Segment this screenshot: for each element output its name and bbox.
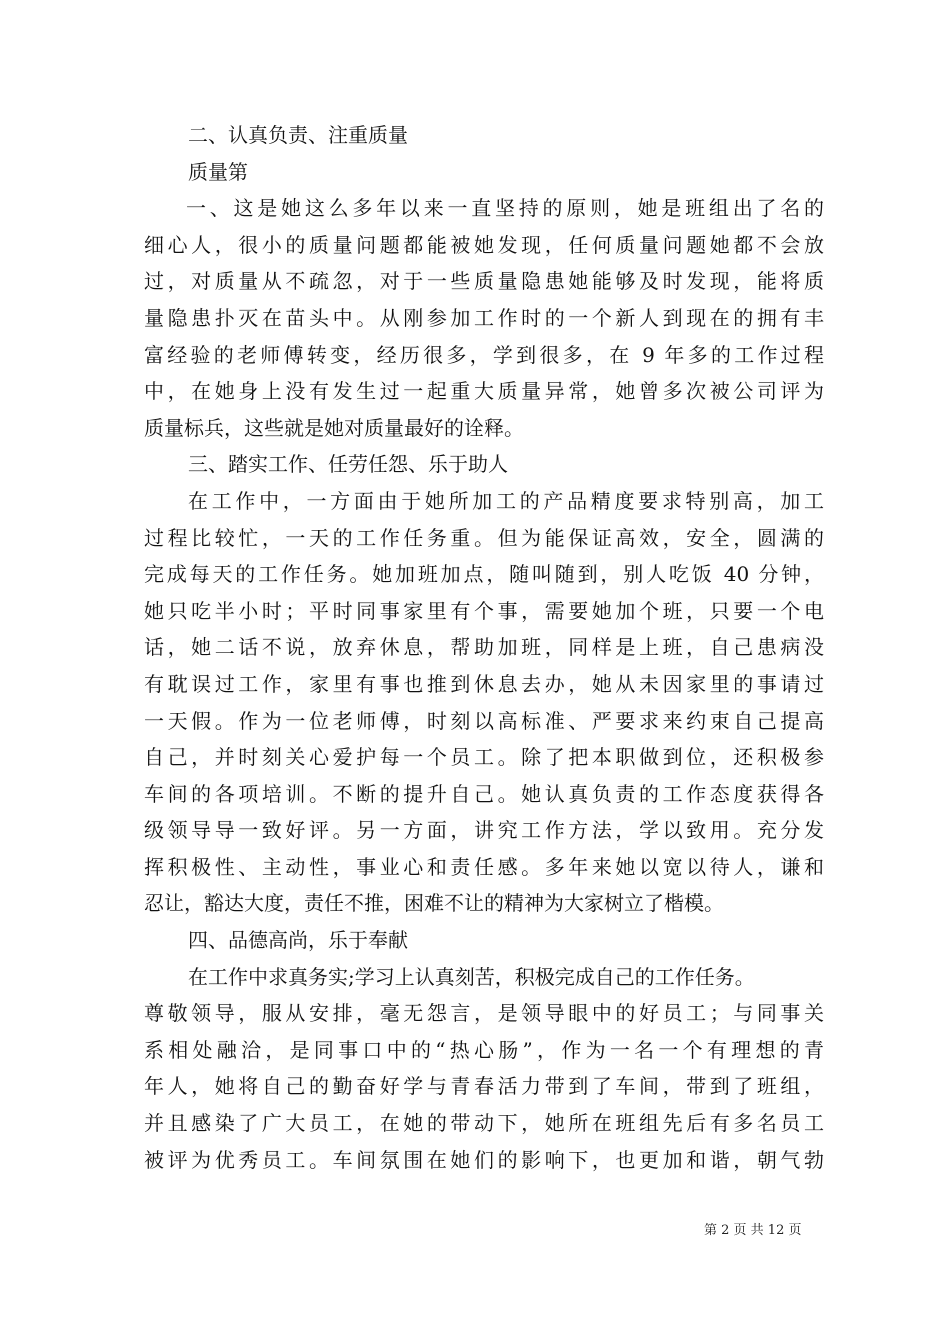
text-line: 话，她二话不说，放弃休息，帮助加班，同样是上班，自己患病没 [144, 635, 824, 660]
text-line: 细心人，很小的质量问题都能被她发现，任何质量问题她都不会放 [144, 232, 824, 257]
text-line: 被评为优秀员工。车间氛围在她们的影响下，也更加和谐，朝气勃 [144, 1147, 824, 1172]
text-line: 一、这是她这么多年以来一直坚持的原则，她是班组出了名的 [186, 196, 824, 221]
text-line: 尊敬领导，服从安排，毫无怨言，是领导眼中的好员工；与同事关 [144, 1001, 824, 1026]
text-line: 过，对质量从不疏忽，对于一些质量隐患她能够及时发现，能将质 [144, 269, 824, 294]
text-line: 年人，她将自己的勤奋好学与青春活力带到了车间，带到了班组， [144, 1074, 824, 1099]
text-line: 中，在她身上没有发生过一起重大质量异常，她曾多次被公司评为 [144, 379, 824, 404]
text-line: 挥积极性、主动性，事业心和责任感。多年来她以宽以待人，谦和 [144, 854, 824, 879]
text-line: 级领导导一致好评。另一方面，讲究工作方法，学以致用。充分发 [144, 818, 824, 843]
text-line: 系相处融洽，是同事口中的“热心肠”，作为一名一个有理想的青 [144, 1037, 824, 1062]
text-line: 富经验的老师傅转变，经历很多，学到很多，在 9 年多的工作过程 [144, 342, 824, 367]
text-line: 自己，并时刻关心爱护每一个员工。除了把本职做到位，还积极参 [144, 745, 824, 770]
text-line: 一天假。作为一位老师傅，时刻以高标准、严要求来约束自己提高 [144, 708, 824, 733]
text-line: 在工作中，一方面由于她所加工的产品精度要求特别高，加工 [188, 488, 824, 513]
text-line: 质量标兵，这些就是她对质量最好的诠释。 [144, 415, 524, 440]
text-line: 四、品德高尚，乐于奉献 [188, 928, 408, 953]
text-line: 她只吃半小时；平时同事家里有个事，需要她加个班，只要一个电 [144, 598, 824, 623]
text-line: 三、踏实工作、任劳任怨、乐于助人 [188, 452, 508, 477]
text-line: 二、认真负责、注重质量 [188, 123, 408, 147]
text-line: 完成每天的工作任务。她加班加点，随叫随到，别人吃饭 40 分钟， [144, 562, 824, 587]
text-line: 在工作中求真务实;学习上认真刻苦，积极完成自己的工作任务。 [188, 964, 755, 989]
page-footer: 第 2 页 共 12 页 [704, 1223, 802, 1238]
text-line: 过程比较忙，一天的工作任务重。但为能保证高效，安全，圆满的 [144, 525, 824, 550]
text-line: 并且感染了广大员工，在她的带动下，她所在班组先后有多名员工 [144, 1111, 824, 1136]
body-text [144, 117, 824, 1178]
text-line: 忍让，豁达大度，责任不推，困难不让的精神为大家树立了楷模。 [144, 891, 724, 916]
text-line: 有耽误过工作，家里有事也推到休息去办，她从未因家里的事请过 [144, 671, 824, 696]
text-line: 车间的各项培训。不断的提升自己。她认真负责的工作态度获得各 [144, 781, 824, 806]
text-line: 质量第 [188, 159, 248, 184]
text-line: 量隐患扑灭在苗头中。从刚参加工作时的一个新人到现在的拥有丰 [144, 305, 824, 330]
